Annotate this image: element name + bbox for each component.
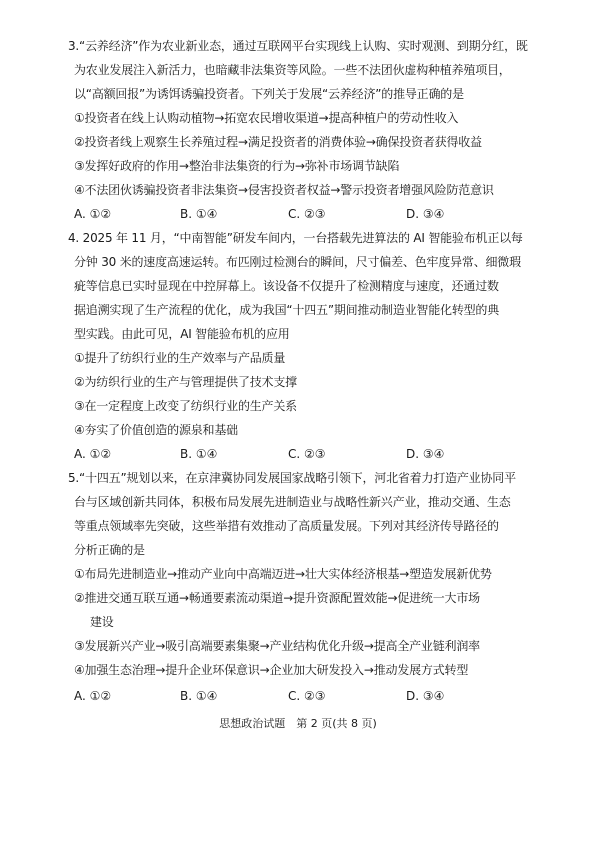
option-a[interactable]: A. ①② — [74, 447, 112, 461]
question-4-stem-line: 4. 2025 年 11 月，“中南智能”研发车间内，一台搭载先进算法的 AI 智能验布机正以每 — [68, 231, 523, 245]
option-b[interactable]: B. ①④ — [180, 207, 218, 221]
question-3-choice-1: ①投资者在线上认购动植物→拓宽农民增收渠道→提高种植户的劳动性收入 — [74, 111, 459, 125]
question-4-options — [74, 446, 534, 462]
option-b[interactable]: B. ①④ — [180, 689, 218, 703]
question-4-choice-4: ④夯实了价值创造的源泉和基础 — [74, 423, 238, 437]
option-b[interactable]: B. ①④ — [180, 447, 218, 461]
question-3-stem-line: 3.“云养经济”作为农业新业态，通过互联网平台实现线上认购、实时观测、到期分红，既 — [68, 39, 528, 53]
page-footer: 思想政治试题 第 2 页(共 8 页) — [219, 717, 377, 730]
question-3-options — [74, 206, 534, 222]
option-a[interactable]: A. ①② — [74, 207, 112, 221]
option-d[interactable]: D. ③④ — [406, 447, 445, 461]
question-4-stem-line: 分钟 30 米的速度高速运转。布匹刚过检测台的瞬间，尺寸偏差、色牢度异常、细微瑕 — [74, 255, 521, 269]
question-5-choice-1: ①布局先进制造业→推动产业向中高端迈进→壮大实体经济根基→塑造发展新优势 — [74, 567, 492, 581]
question-4-choice-2: ②为纺织行业的生产与管理提供了技术支撑 — [74, 375, 297, 389]
option-d[interactable]: D. ③④ — [406, 689, 445, 703]
question-5-choice-2: ②推进交通互联互通→畅通要素流动渠道→提升资源配置效能→促进统一大市场 — [74, 591, 480, 605]
question-5-stem-line: 5.“十四五”规划以来，在京津冀协同发展国家战略引领下，河北省着力打造产业协同平 — [68, 471, 516, 485]
question-5-choice-4: ④加强生态治理→提升企业环保意识→企业加大研发投入→推动发展方式转型 — [74, 663, 469, 677]
question-5-stem-line: 等重点领域率先突破，这些举措有效推动了高质量发展。下列对其经济传导路径的 — [74, 519, 499, 533]
question-4-choice-3: ③在一定程度上改变了纺织行业的生产关系 — [74, 399, 297, 413]
question-5-choice-2-continued: 建设 — [90, 615, 114, 629]
question-4-choice-1: ①提升了纺织行业的生产效率与产品质量 — [74, 351, 286, 365]
option-a[interactable]: A. ①② — [74, 689, 112, 703]
question-4-stem-line: 型实践。由此可见，AI 智能验布机的应用 — [74, 327, 290, 341]
question-5-options — [74, 688, 534, 704]
question-3-choice-4: ④不法团伙诱骗投资者非法集资→侵害投资者权益→警示投资者增强风险防范意识 — [74, 183, 494, 197]
question-3-stem-line: 以“高额回报”为诱饵诱骗投资者。下列关于发展“云养经济”的推导正确的是 — [74, 87, 464, 101]
question-5-stem-line: 台与区域创新共同体，积极布局发展先进制造业与战略性新兴产业，推动交通、生态 — [74, 495, 511, 509]
question-3-stem-line: 为农业发展注入新活力，也暗藏非法集资等风险。一些不法团伙虚构种植养殖项目， — [74, 63, 511, 77]
question-3-choice-2: ②投资者线上观察生长养殖过程→满足投资者的消费体验→确保投资者获得收益 — [74, 135, 482, 149]
option-d[interactable]: D. ③④ — [406, 207, 445, 221]
question-3-choice-3: ③发挥好政府的作用→整治非法集资的行为→弥补市场调节缺陷 — [74, 159, 400, 173]
question-4-stem-line: 疵等信息已实时显现在中控屏幕上。该设备不仅提升了检测精度与速度，还通过数 — [74, 279, 499, 293]
option-c[interactable]: C. ②③ — [288, 447, 326, 461]
question-4-stem-line: 据追溯实现了生产流程的优化，成为我国“十四五”期间推动制造业智能化转型的典 — [74, 303, 500, 317]
question-5-choice-3: ③发展新兴产业→吸引高端要素集聚→产业结构优化升级→提高全产业链利润率 — [74, 639, 480, 653]
option-c[interactable]: C. ②③ — [288, 689, 326, 703]
option-c[interactable]: C. ②③ — [288, 207, 326, 221]
question-5-stem-line: 分析正确的是 — [74, 543, 145, 557]
